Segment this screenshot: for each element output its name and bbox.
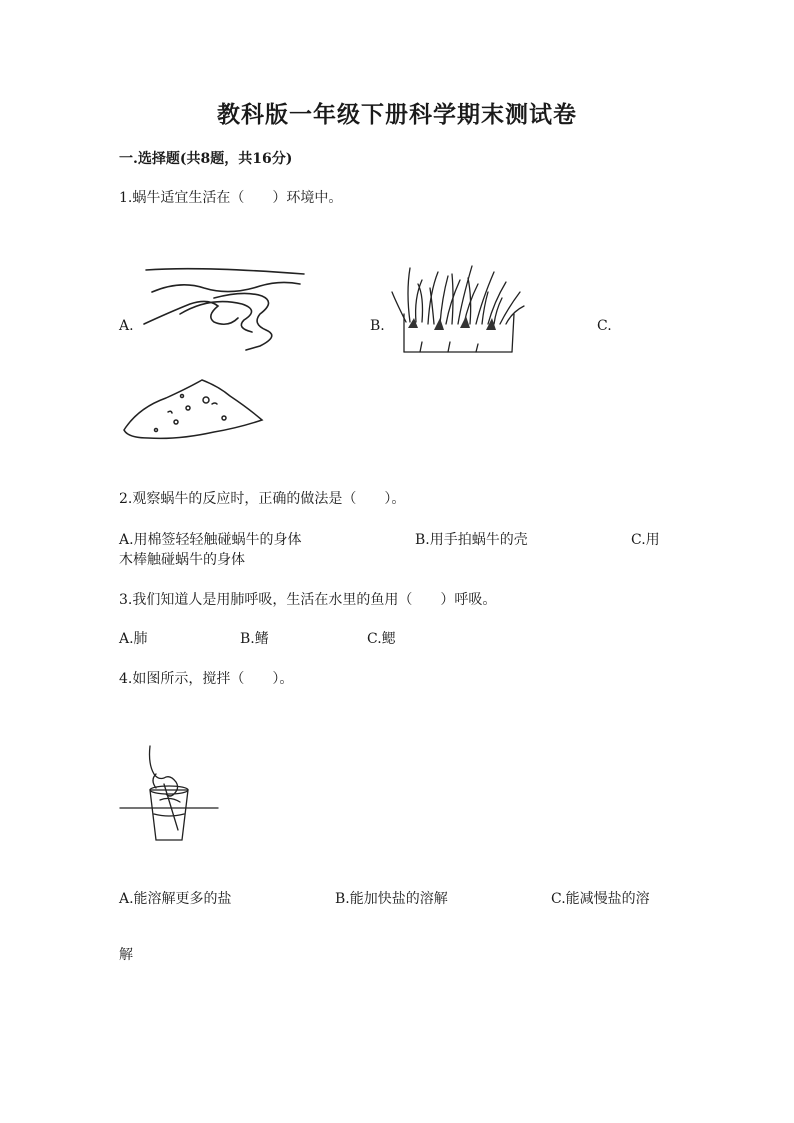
q3-option-c[interactable]: C.鳃: [367, 631, 396, 647]
q4-option-c-continued: 解: [119, 947, 133, 963]
section-heading: 一.选择题(共8题，共16分): [119, 151, 293, 167]
q1-option-c-label[interactable]: C.: [597, 318, 612, 334]
stirring-cup-drawing: [120, 744, 220, 844]
q1-option-b-label[interactable]: B.: [370, 318, 385, 334]
q2-option-a[interactable]: A.用棉签轻轻触碰蜗牛的身体: [119, 532, 302, 548]
question-3-stem: 3.我们知道人是用肺呼吸，生活在水里的鱼用（ ）呼吸。: [119, 592, 497, 608]
q4-option-b[interactable]: B.能加快盐的溶解: [335, 891, 448, 907]
q4-option-a[interactable]: A.能溶解更多的盐: [119, 891, 232, 907]
question-2-stem: 2.观察蜗牛的反应时，正确的做法是（ ）。: [119, 491, 406, 507]
soil-pile-drawing: [118, 378, 266, 442]
page-title: 教科版一年级下册科学期末测试卷: [217, 101, 577, 128]
q1-option-a-label[interactable]: A.: [119, 318, 134, 334]
grass-tuft-drawing: [390, 262, 526, 354]
q2-option-c-continued: 木棒触碰蜗牛的身体: [119, 552, 245, 568]
q3-option-b[interactable]: B.鳍: [240, 631, 269, 647]
question-1-stem: 1.蜗牛适宜生活在（ ）环境中。: [119, 190, 343, 206]
water-stream-drawing: [140, 266, 310, 352]
q4-option-c[interactable]: C.能减慢盐的溶: [551, 891, 650, 907]
q2-option-b[interactable]: B.用手拍蜗牛的壳: [415, 532, 528, 548]
q3-option-a[interactable]: A.肺: [119, 631, 148, 647]
q2-option-c[interactable]: C.用: [631, 532, 660, 548]
question-4-stem: 4.如图所示，搅拌（ ）。: [119, 671, 294, 687]
